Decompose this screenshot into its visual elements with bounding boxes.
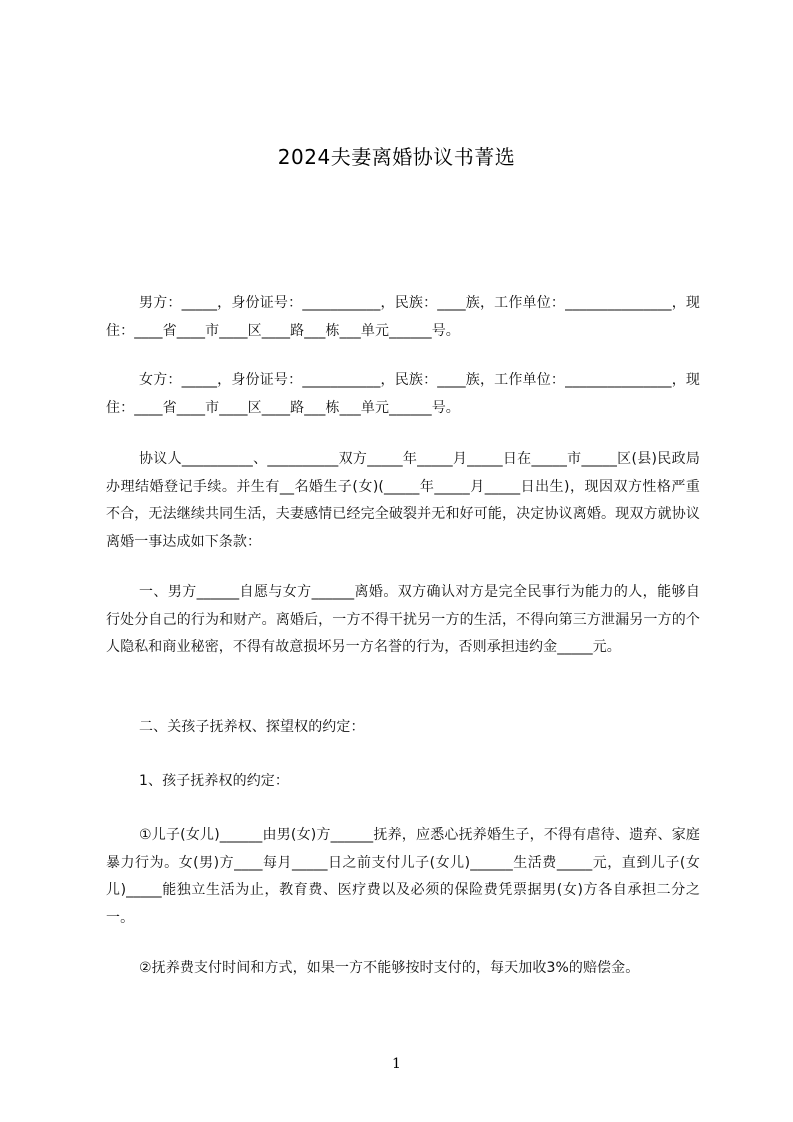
paragraph-agreement-intro: 协议人__________、__________双方_____年_____月_____日在_____市_____区(县)民政局办理结婚登记手续。并生有__名婚生子(女)(_____年_____月_____日出生)，现因双方性格严重不合，无法继续共同生活，夫妻感情已经完全破裂并无和好可能，决定协议离婚。现双方就协议离婚一事达成如下条款： bbox=[106, 451, 700, 550]
paragraph-male-party-info: 男方：_____，身份证号：___________，民族：____族，工作单位：_______________，现住：____省____市____区____路___栋___单元______号。 bbox=[106, 295, 700, 339]
paragraph-custody-heading: 1、孩子抚养权的约定： bbox=[139, 773, 290, 789]
document-title: 2024夫妻离婚协议书菁选 bbox=[277, 145, 516, 169]
paragraph-clause-two-heading: 二、关孩子抚养权、探望权的约定： bbox=[139, 719, 365, 735]
paragraph-clause-one: 一、男方______自愿与女方______离婚。双方确认对方是完全民事行为能力的人，能够自行处分自己的行为和财产。离婚后，一方不得干扰另一方的生活，不得向第三方泄漏另一方的个人隐私和商业秘密，不得有故意损坏另一方名誉的行为，否则承担违约金_____元。 bbox=[106, 584, 700, 655]
paragraph-custody-item-two: ②抚养费支付时间和方式，如果一方不能够按时支付的，每天加收3%的赔偿金。 bbox=[139, 960, 640, 976]
paragraph-female-party-info: 女方：_____，身份证号：___________，民族：____族，工作单位：_______________，现住：____省____市____区____路___栋___单元______号。 bbox=[106, 372, 700, 416]
page-number: 1 bbox=[392, 1056, 401, 1072]
paragraph-custody-item-one: ①儿子(女儿)______由男(女)方______抚养，应悉心抚养婚生子，不得有虐待、遗弃、家庭暴力行为。女(男)方____每月_____日之前支付儿子(女儿)______生活费_____元，直到儿子(女儿)_____能独立生活为止，教育费、医疗费以及必须的保险费凭票据男(女)方各自承担二分之一。 bbox=[106, 827, 700, 926]
